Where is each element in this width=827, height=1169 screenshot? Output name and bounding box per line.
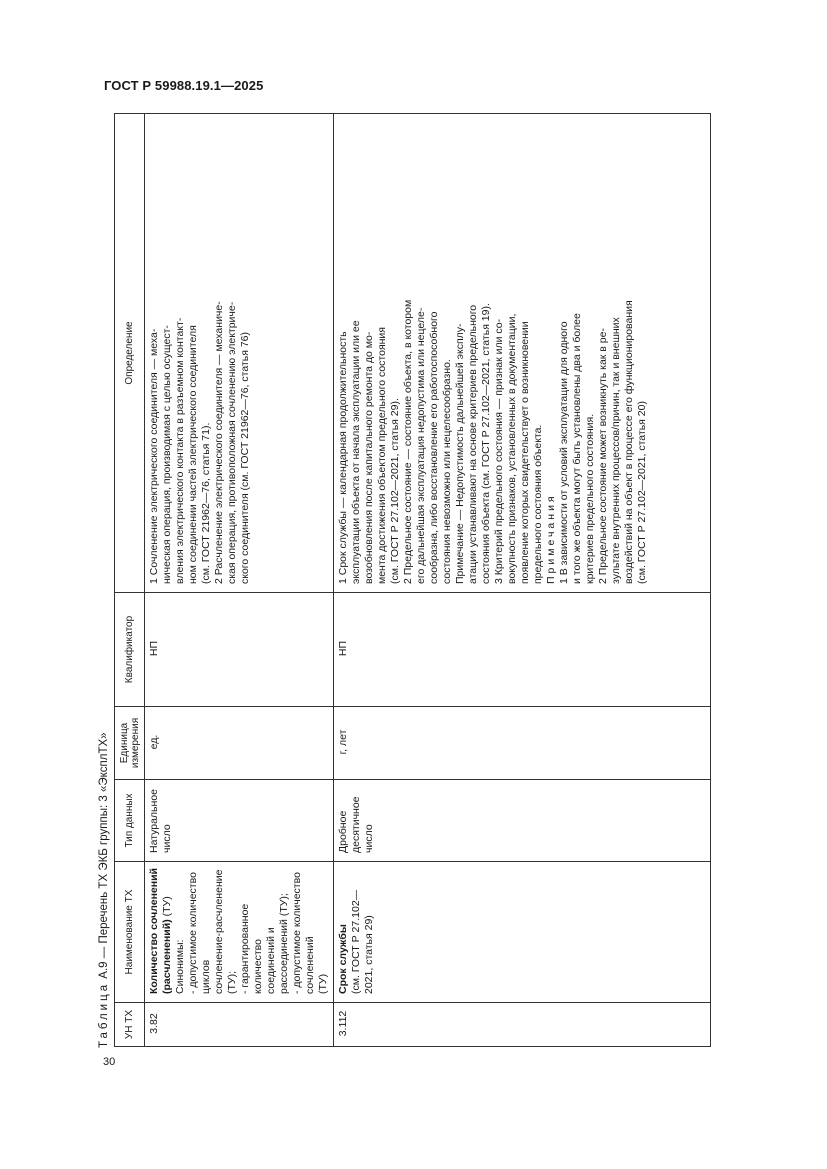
definition-line: атации устанавливают на основе критериев предельного xyxy=(467,304,479,584)
definition-line: состояния объекта (см. ГОСТ Р 27.102—2021, статья 19). xyxy=(480,303,492,584)
caption-text: А.9 — Перечень ТХ ЭКБ группы: 3 «ЭксплТХ» xyxy=(98,732,110,982)
page-header-title: ГОСТ Р 59988.19.1—2025 xyxy=(104,78,264,93)
cell-definition xyxy=(145,114,334,593)
cell-data-type: Дробное десятичное число xyxy=(334,780,711,862)
column-header-definition: Определение xyxy=(115,114,145,593)
column-header-id: УН ТХ xyxy=(115,1003,145,1047)
name-line: (см. ГОСТ Р 27.102—2021, статья 29) xyxy=(350,889,375,994)
name-line: - допустимое количество сочленений xyxy=(291,872,316,994)
definition-line: 1 В зависимости от условий эксплуатации для одного xyxy=(558,321,570,584)
table-caption xyxy=(94,732,114,1048)
characteristics-table xyxy=(114,113,711,1047)
caption-word: Таблица xyxy=(98,981,110,1048)
definition-line: эксплуатации объекта от начала эксплуатации или ее xyxy=(350,320,362,584)
page-number: 30 xyxy=(103,1056,116,1068)
definition-line: ская операция, противоположная сочленению электриче- xyxy=(226,301,238,584)
cell-definition xyxy=(334,114,711,593)
definition-line: предельного состояния объекта. xyxy=(532,424,544,584)
definition-line: воздействий на объект в процессе его функционирования xyxy=(623,300,635,584)
cell-qualifier: НП xyxy=(145,593,334,707)
name-line: (ТУ) xyxy=(317,973,329,994)
cell-qualifier: НП xyxy=(334,593,711,707)
definition-line: его дальнейшая эксплуатация недопустима или нецеле- xyxy=(415,307,427,584)
table-row xyxy=(145,114,334,1047)
name-line: - гарантированное количество xyxy=(239,903,264,994)
table-row xyxy=(334,114,711,1047)
definition-line: ского соединителя (см. ГОСТ 21962—76, статья 76) xyxy=(239,332,251,584)
definition-line: 2 Предельное состояние — состояние объекта, в котором xyxy=(402,299,414,584)
name-bold: Количество сочленений xyxy=(148,867,160,994)
definition-line: ническая операция, производимая с целью осущест- xyxy=(161,325,173,584)
cell-unit: ед. xyxy=(145,707,334,780)
definition-line: критериев предельного состояния. xyxy=(584,413,596,584)
definition-line: возобновления после капитального ремонта до мо- xyxy=(363,331,375,584)
cell-id: 3.82 xyxy=(145,1003,334,1047)
definition-line: 1 Сочленение электрического соединителя — меха- xyxy=(148,328,160,584)
definition-line: сообразна, либо восстановление его работоспособного xyxy=(428,311,440,584)
definition-line: мента достижения объектом предельного состояния xyxy=(376,327,388,584)
definition-line: состояния невозможно или нецелесообразно. xyxy=(441,359,453,584)
definition-line: и того же объекта могут быть установлены два и более xyxy=(571,313,583,584)
definition-line: 1 Срок службы — календарная продолжительность xyxy=(337,331,349,584)
name-bold: (расчленений) xyxy=(161,919,173,994)
definition-line: (см. ГОСТ Р 27.102—2021, статья 20) xyxy=(636,401,648,584)
definition-line: 2 Предельное состояние может возникнуть как в ре- xyxy=(597,328,609,584)
name-line: - допустимое количество циклов xyxy=(187,872,212,994)
definition-line: вокупность признаков, установленных в документации, xyxy=(506,313,518,584)
name-line: сочленение-расчленение (ТУ); xyxy=(213,869,238,994)
cell-name xyxy=(145,862,334,1003)
definition-line: 2 Расчленение электрического соединителя — механиче- xyxy=(213,301,225,584)
table-header-row xyxy=(115,114,145,1047)
column-header-data-type: Тип данных xyxy=(115,780,145,862)
definition-line: ном соединении частей электрического соединителя xyxy=(187,325,199,584)
definition-line: зультате внутренних процессов/причин, так и внешних xyxy=(610,317,622,584)
definition-line: (см. ГОСТ Р 27.102—2021, статья 29). xyxy=(389,398,401,584)
name-bold: Срок службы xyxy=(337,924,349,994)
definition-line: появление которых свидетельствует о возникновении xyxy=(519,321,531,584)
column-header-qualifier: Квалификатор xyxy=(115,593,145,707)
definition-line-notes-heading: Примечания xyxy=(545,493,557,584)
name-tail: (ТУ) xyxy=(161,896,173,920)
cell-unit: г, лет xyxy=(334,707,711,780)
cell-id: 3.112 xyxy=(334,1003,711,1047)
column-header-unit: Единица измерения xyxy=(115,707,145,780)
rotated-table-block xyxy=(94,93,671,1048)
name-line: соединений и рассоединений (ТУ); xyxy=(265,893,290,994)
cell-name xyxy=(334,862,711,1003)
definition-line: вления электрического контакта в разъемном контакт- xyxy=(174,317,186,584)
column-header-name: Наименование ТХ xyxy=(115,862,145,1003)
name-line: Синонимы: xyxy=(174,939,186,994)
definition-line-note: Примечание — Недопустимость дальнейшей эксплу- xyxy=(454,323,466,584)
definition-line: 3 Критерий предельного состояния — признак или со- xyxy=(493,318,505,584)
cell-data-type: Натуральное число xyxy=(145,780,334,862)
definition-line: (см. ГОСТ 21962—76, статья 71). xyxy=(200,422,212,584)
